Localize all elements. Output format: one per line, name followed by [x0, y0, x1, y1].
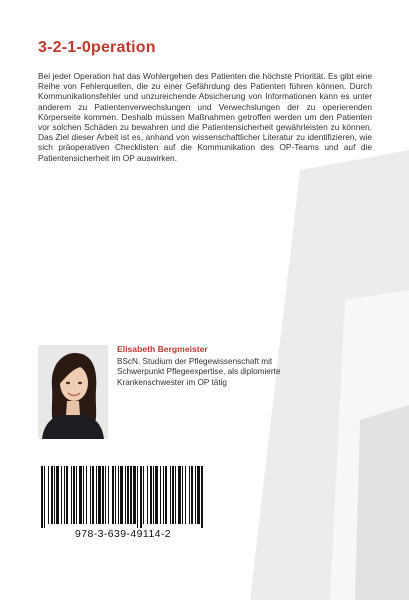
barcode-bars	[37, 466, 207, 528]
author-name: Elisabeth Bergmeister	[117, 344, 208, 354]
book-title: 3-2-1-0peration	[38, 39, 156, 56]
author-bio: BScN. Studium der Pflegewissenschaft mit Schwerpunkt Pflegeexpertise, als diplomierte Krankenschwester im OP tätig	[117, 357, 281, 387]
isbn-number: 978-3-639-49114-2	[75, 528, 171, 540]
author-photo	[38, 345, 108, 439]
author-portrait-image	[38, 345, 108, 439]
isbn-barcode	[33, 462, 211, 548]
book-description: Bei jeder Operation hat das Wohlergehen des Patienten die höchste Priorität. Es gibt eine Reihe von Fehlerquellen, die zu einer Gefährdung des Patienten führen können. Durch Kommunikationsfehler und unzureichende Absicherung von Informationen kann es unter anderem zu Patientenverwechslungen und Verwechslungen der zu operierenden Körperseite kommen. Deshalb müssen Maßnahmen getroffen werden um den Patienten vor solchen Schäden zu bewahren und die Patientensicherheit gewährleisten zu können. Das Ziel dieser Arbeit ist es, anhand von wissenschaftlicher Literatur zu identifizieren, wie sich präoperativen Checklisten auf die Kommunikation des OP-Teams und auf die Patientensicherheit im OP auswirken.	[38, 71, 372, 163]
